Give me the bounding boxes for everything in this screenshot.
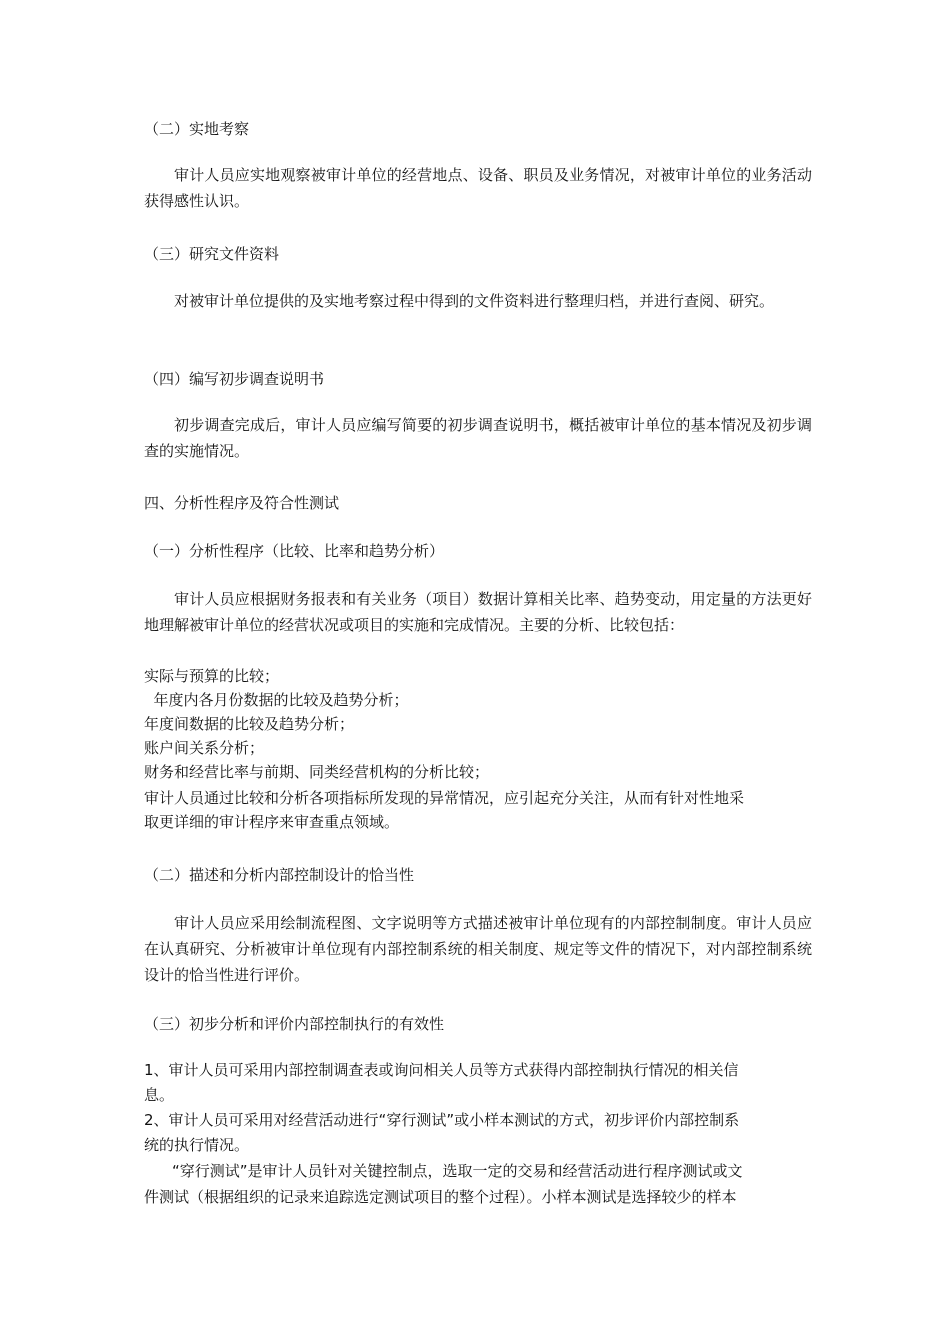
list-conclusion-line: 审计人员通过比较和分析各项指标所发现的异常情况，应引起充分关注，从而有针对性地采 — [144, 789, 745, 807]
section-heading-control-effectiveness: （三）初步分析和评价内部控制执行的有效性 — [144, 1015, 445, 1033]
paragraph-analytical-procedure: 审计人员应根据财务报表和有关业务（项目）数据计算相关比率、趋势变动，用定量的方法更好地理解被审计单位的经营状况或项目的实施和完成情况。主要的分析、比较包括： — [144, 590, 812, 634]
paragraph-line: “穿行测试”是审计人员针对关键控制点，选取一定的交易和经营活动进行程序测试或文 — [172, 1162, 743, 1180]
paragraph-study-documents: 对被审计单位提供的及实地考察过程中得到的文件资料进行整理归档，并进行查阅、研究。 — [174, 292, 775, 310]
list-item: 年度内各月份数据的比较及趋势分析； — [144, 691, 409, 709]
numbered-item-line: 息。 — [144, 1086, 175, 1104]
list-item: 年度间数据的比较及趋势分析； — [144, 715, 355, 733]
list-conclusion-line: 取更详细的审计程序来审查重点领域。 — [144, 813, 400, 831]
numbered-item-line: 统的执行情况。 — [144, 1136, 250, 1154]
list-item: 账户间关系分析； — [144, 739, 265, 757]
numbered-item-line: 1、审计人员可采用内部控制调查表或询问相关人员等方式获得内部控制执行情况的相关信 — [144, 1061, 739, 1079]
paragraph-control-design: 审计人员应采用绘制流程图、文字说明等方式描述被审计单位现有的内部控制制度。审计人员应在认真研究、分析被审计单位现有内部控制系统的相关制度、规定等文件的情况下，对内部控制系统设计的恰当性进行评价。 — [144, 914, 812, 984]
section-heading-control-design: （二）描述和分析内部控制设计的恰当性 — [144, 866, 415, 884]
part-heading-analytical-procedures: 四、分析性程序及符合性测试 — [144, 494, 340, 512]
section-heading-study-documents: （三）研究文件资料 — [144, 245, 280, 263]
section-heading-survey-report: （四）编写初步调查说明书 — [144, 370, 325, 388]
paragraph-line: 件测试（根据组织的记录来追踪选定测试项目的整个过程）。小样本测试是选择较少的样本 — [144, 1188, 737, 1206]
section-heading-site-inspection: （二）实地考察 — [144, 120, 250, 138]
numbered-item-line: 2、审计人员可采用对经营活动进行“穿行测试”或小样本测试的方式，初步评价内部控制系 — [144, 1111, 740, 1129]
paragraph-site-inspection: 审计人员应实地观察被审计单位的经营地点、设备、职员及业务情况，对被审计单位的业务活动获得感性认识。 — [144, 166, 812, 210]
paragraph-survey-report: 初步调查完成后，审计人员应编写简要的初步调查说明书，概括被审计单位的基本情况及初步调查的实施情况。 — [144, 416, 812, 460]
list-item: 实际与预算的比较； — [144, 667, 280, 685]
list-item: 财务和经营比率与前期、同类经营机构的分析比较； — [144, 763, 490, 781]
section-heading-analytical-procedure: （一）分析性程序（比较、比率和趋势分析） — [144, 542, 445, 560]
